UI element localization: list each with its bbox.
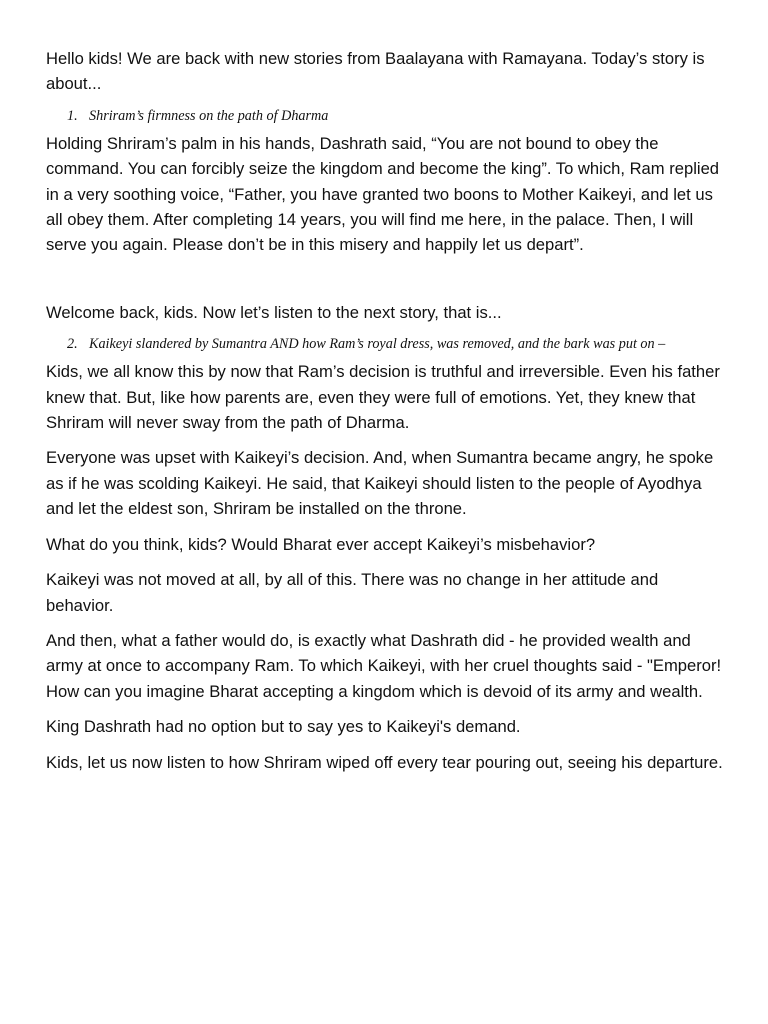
paragraph-no-option: King Dashrath had no option but to say yes to Kaikeyi's demand. [46,717,521,737]
paragraph-departure: Kids, let us now listen to how Shriram wiped off every tear pouring out, seeing his departure. [46,752,723,772]
list-number-1: 1. [67,107,78,124]
paragraph-question: What do you think, kids? Would Bharat ever accept Kaikeyi’s misbehavior? [46,534,596,554]
story-title-2: Kaikeyi slandered by Sumantra AND how Ram’s royal dress, was removed, and the bark was put on – [89,336,666,353]
story-title-1: Shriram’s firmness on the path of Dharma [89,107,329,124]
welcome-paragraph: Welcome back, kids. Now let’s listen to the next story, that is... [46,302,502,322]
paragraph-wealth-army: And then, what a father would do, is exactly what Dashrath did - he provided wealth and army at once to accompany Ram. To which Kaikeyi, with her cruel thoughts said - "Emperor! How can you imagine Bharat accepting a kingdom which is devoid of its army and wealth. [46,630,722,701]
paragraph-ram-decision: Kids, we all know this by now that Ram’s decision is truthful and irreversible. Even his father knew that. But, like how parents are, even they were full of emotions. Yet, they knew that Shriram will never sway from the path of Dharma. [46,362,720,433]
section-spacer [46,268,726,300]
list-number-2: 2. [67,336,78,353]
story-list-item-2 [46,335,726,353]
paragraph-dashrath-dialogue: Holding Shriram’s palm in his hands, Dashrath said, “You are not bound to obey the command. You can forcibly seize the kingdom and become the king”. To which, Ram replied in a very soothing voice, “Father, you have granted two boons to Mother Kaikeyi, and let us all obey them. After completing 14 years, you will find me here, in the palace. Then, I will serve you again. Please don’t be in this misery and happily let us depart”. [46,133,720,255]
intro-paragraph: Hello kids! We are back with new stories from Baalayana with Ramayana. Today’s story is about... [46,49,705,94]
story-list-item-1 [46,107,726,125]
paragraph-kaikeyi-unmoved: Kaikeyi was not moved at all, by all of this. There was no change in her attitude and behavior. [46,570,659,615]
paragraph-sumantra-anger: Everyone was upset with Kaikeyi’s decision. And, when Sumantra became angry, he spoke as if he was scolding Kaikeyi. He said, that Kaikeyi should listen to the people of Ayodhya and let the eldest son, Shriram be installed on the throne. [46,448,714,519]
document-page [46,46,726,785]
